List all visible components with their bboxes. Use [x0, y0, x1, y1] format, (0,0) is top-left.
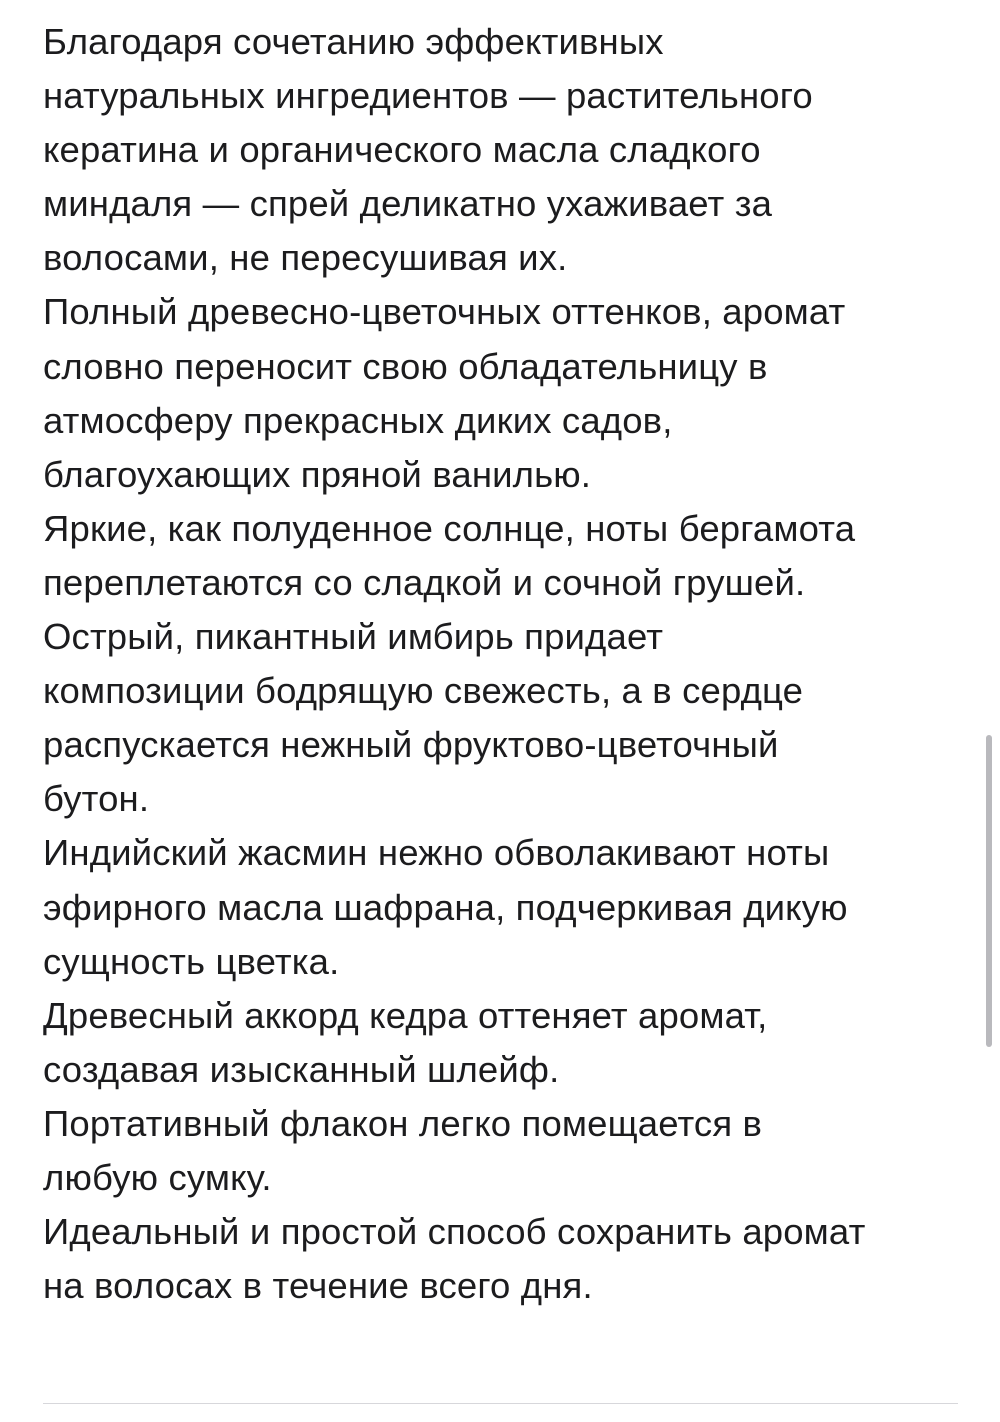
description-line: миндаля — спрей деликатно ухаживает за [43, 183, 773, 225]
description-line: Древесный аккорд кедра оттеняет аромат, [43, 994, 768, 1036]
description-line: Острый, пикантный имбирь придает [43, 616, 664, 658]
description-line: Яркие, как полуденное солнце, ноты бергамота [43, 507, 856, 549]
description-line: натуральных ингредиентов — растительного [43, 75, 813, 117]
vertical-scrollbar[interactable] [986, 735, 992, 1047]
description-line: сущность цветка. [43, 940, 340, 982]
description-line: Индийский жасмин нежно обволакивают ноты [43, 832, 830, 874]
divider [43, 1403, 958, 1404]
description-line: Полный древесно-цветочных оттенков, аромат [43, 291, 846, 333]
description-line: эфирного масла шафрана, подчеркивая дикую [43, 886, 848, 928]
description-line: создавая изысканный шлейф. [43, 1048, 560, 1090]
description-line: Благодаря сочетанию эффективных [43, 21, 664, 62]
description-line: кератина и органического масла сладкого [43, 129, 761, 171]
description-line: атмосферу прекрасных диких садов, [43, 399, 673, 441]
description-line: Идеальный и простой способ сохранить аромат [43, 1211, 866, 1253]
description-line: благоухающих пряной ванилью. [43, 453, 592, 495]
description-line: на волосах в течение всего дня. [43, 1265, 593, 1307]
description-line: бутон. [43, 778, 150, 820]
description-line: словно переносит свою обладательницу в [43, 345, 768, 387]
description-line: волосами, не пересушивая их. [43, 237, 568, 279]
description-line: композиции бодрящую свежесть, а в сердце [43, 670, 804, 712]
product-description [43, 15, 973, 1313]
description-line: распускается нежный фруктово-цветочный [43, 724, 779, 766]
description-line: переплетаются со сладкой и сочной грушей. [43, 561, 806, 603]
description-line: Портативный флакон легко помещается в [43, 1102, 763, 1144]
description-line: любую сумку. [43, 1156, 272, 1198]
